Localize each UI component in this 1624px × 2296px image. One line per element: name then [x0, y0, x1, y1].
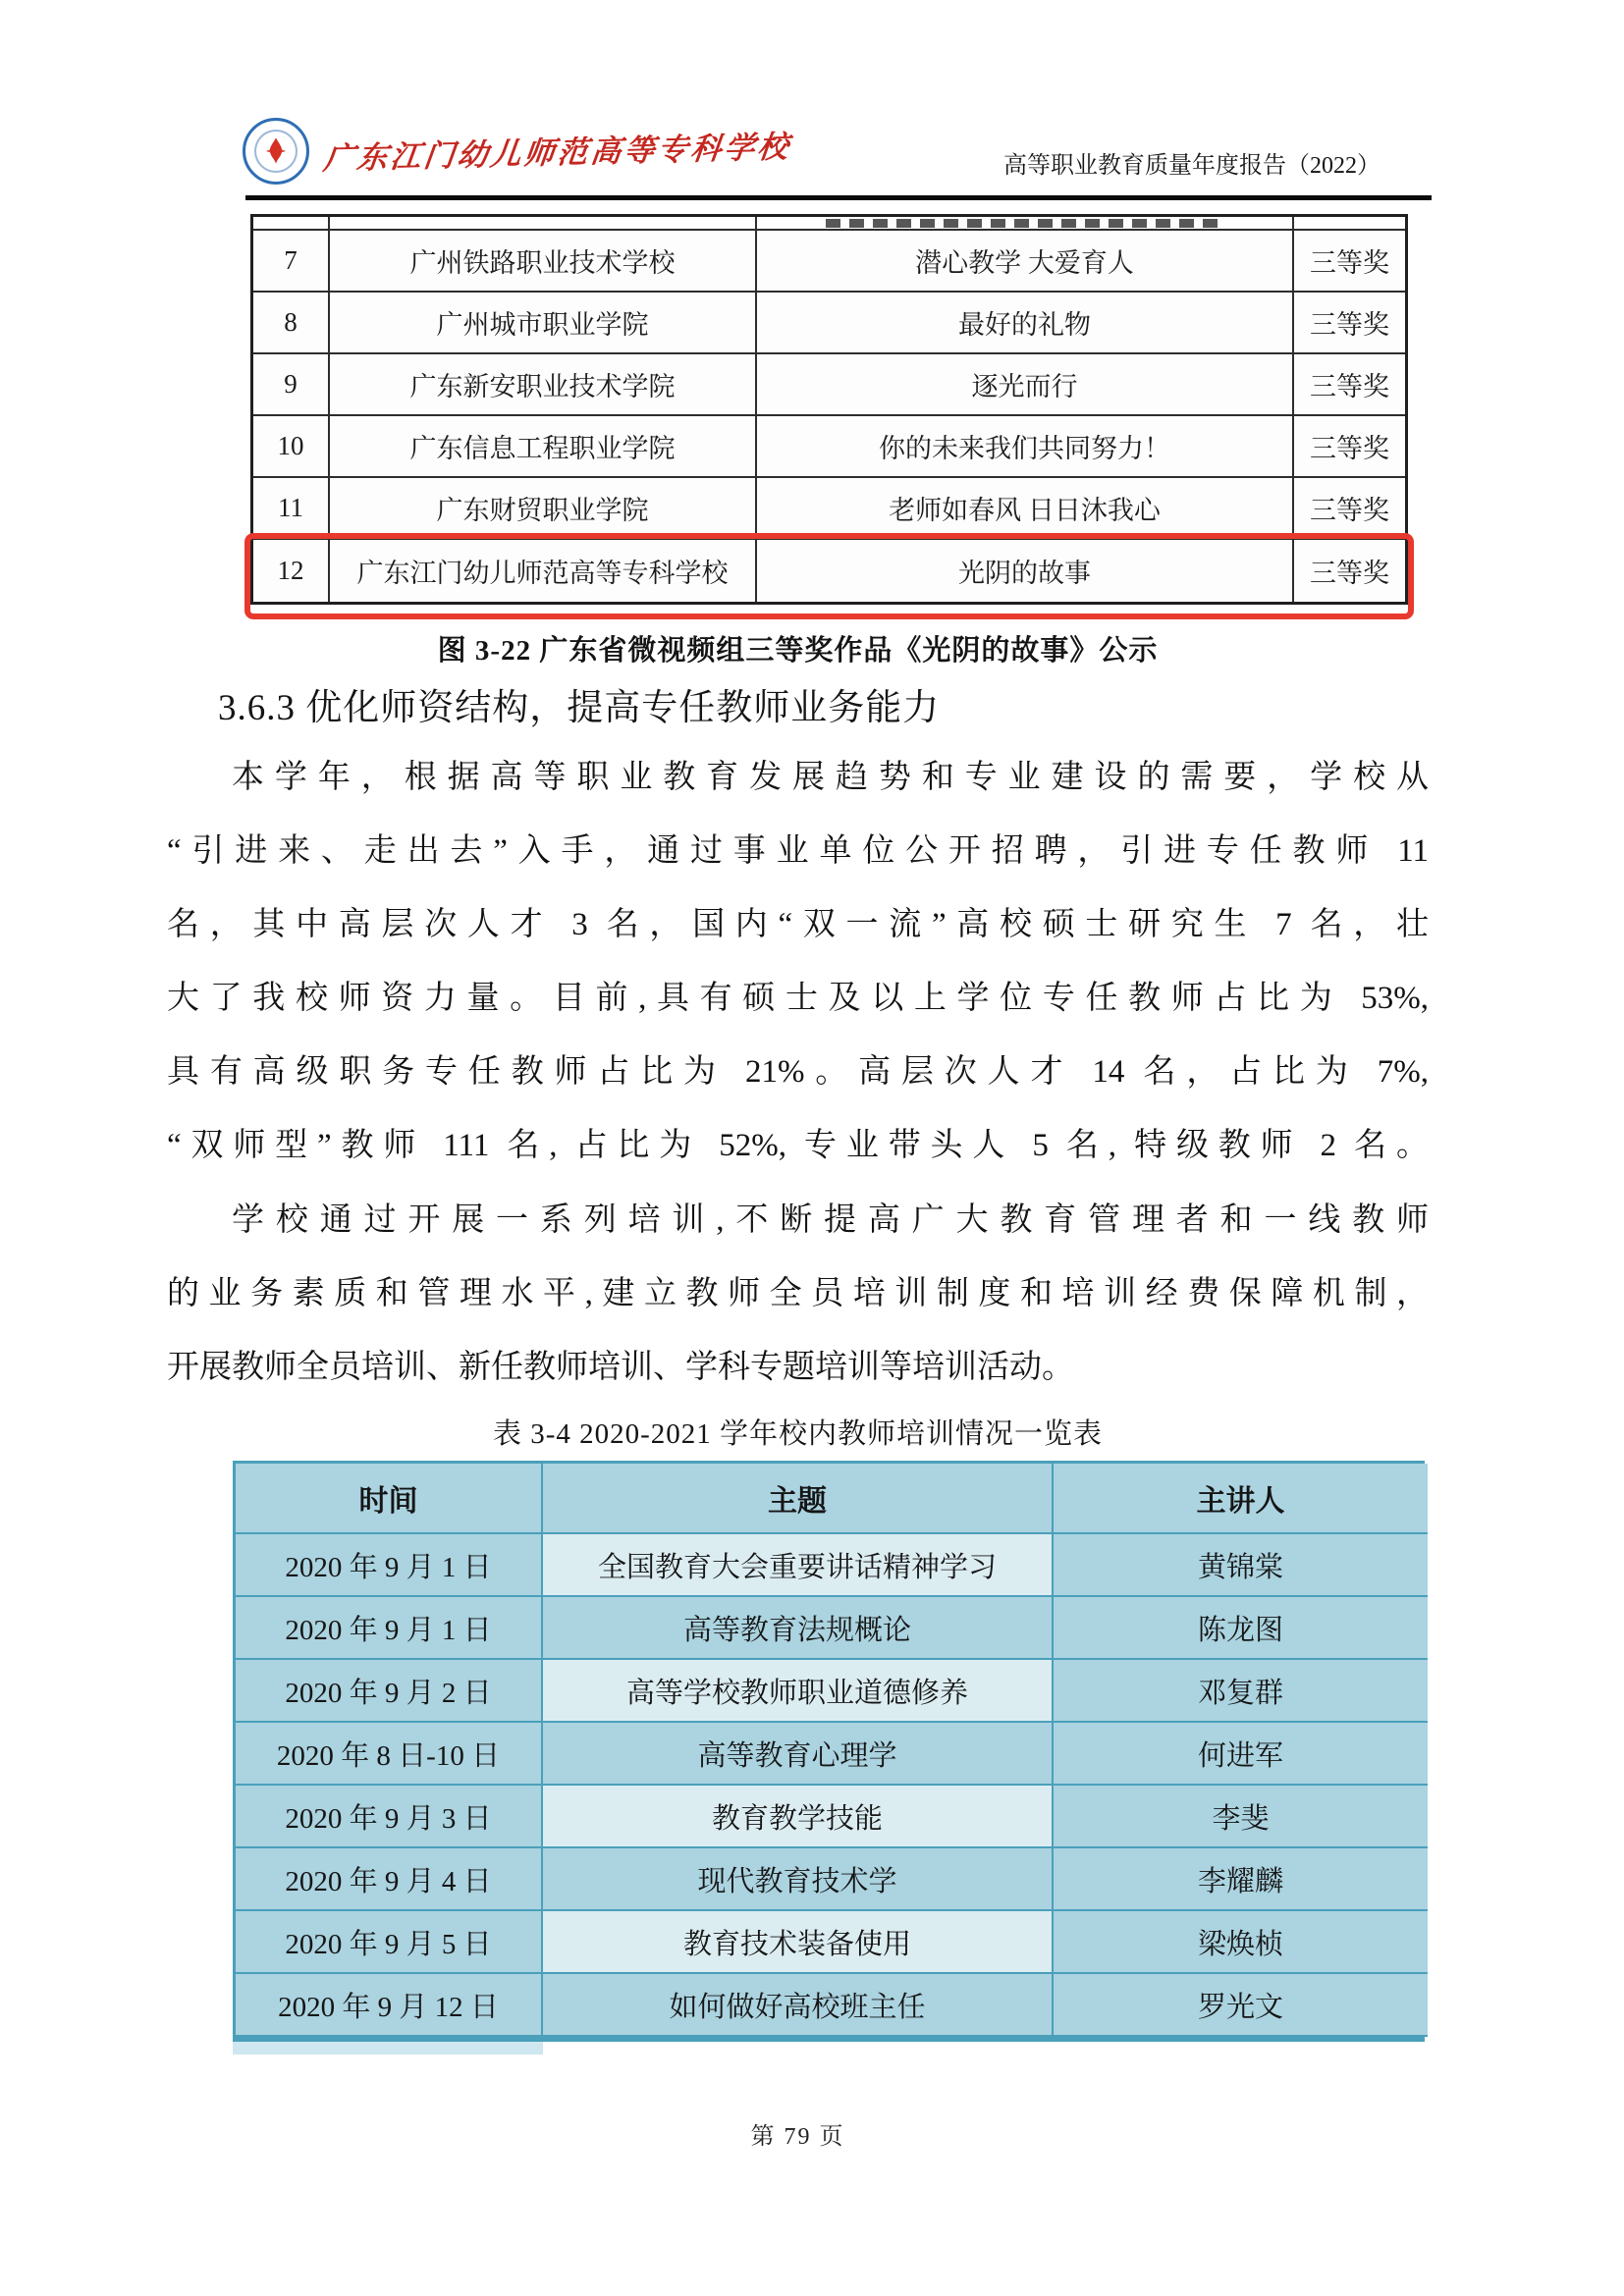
training-topic: 如何做好高校班主任: [543, 1974, 1054, 2037]
row-number: 12: [253, 540, 330, 602]
row-number: 11: [253, 478, 330, 540]
paragraph-line: 开展教师全员培训、新任教师培训、学科专题培训等培训活动。: [167, 1350, 1074, 1385]
award-level: 三等奖: [1294, 416, 1405, 478]
award-level: 三等奖: [1294, 540, 1405, 602]
training-topic: 高等教育法规概论: [543, 1597, 1054, 1660]
school-name: 广东财贸职业学院: [330, 478, 757, 540]
clipped-cell: [757, 217, 1294, 231]
section-heading: 3.6.3 优化师资结构，提高专任教师业务能力: [218, 688, 941, 728]
award-level: 三等奖: [1294, 354, 1405, 416]
school-logo-icon: [243, 118, 309, 185]
school-name-calligraphy: 广东江门幼儿师范高等专科学校: [321, 129, 793, 177]
training-speaker: 李耀麟: [1054, 1848, 1428, 1911]
training-topic: 现代教育技术学: [543, 1848, 1054, 1911]
paragraph-line: 学校通过开展一系列培训,不断提高广大教育管理者和一线教师: [232, 1202, 1429, 1238]
paragraph-line: 的业务素质和管理水平,建立教师全员培训制度和培训经费保障机制，: [167, 1276, 1429, 1311]
column-header-speaker: 主讲人: [1054, 1464, 1428, 1534]
clipped-cell: [253, 217, 330, 231]
work-title: 老师如春风 日日沐我心: [757, 478, 1294, 540]
work-title: 你的未来我们共同努力！: [757, 416, 1294, 478]
paragraph: [167, 1184, 1429, 1405]
paragraph-line: 具有高级职务专任教师占比为 21%。高层次人才 14 名，占比为 7%,: [167, 1054, 1429, 1090]
training-date: 2020 年 9 月 1 日: [236, 1534, 543, 1597]
school-name: 广东信息工程职业学院: [330, 416, 757, 478]
column-header-time: 时间: [236, 1464, 543, 1534]
page-number: 第 79 页: [750, 2124, 845, 2150]
training-speaker: 李斐: [1054, 1786, 1428, 1848]
work-title: 最好的礼物: [757, 293, 1294, 354]
school-name: 广州铁路职业技术学校: [330, 231, 757, 293]
clipped-cell: [1294, 217, 1405, 231]
training-date: 2020 年 9 月 2 日: [236, 1660, 543, 1723]
training-date: 2020 年 9 月 1 日: [236, 1597, 543, 1660]
row-number: 7: [253, 231, 330, 293]
training-date: 2020 年 9 月 5 日: [236, 1911, 543, 1974]
training-speaker: 黄锦棠: [1054, 1534, 1428, 1597]
training-speaker: 梁焕桢: [1054, 1911, 1428, 1974]
training-topic: 全国教育大会重要讲话精神学习: [543, 1534, 1054, 1597]
award-level: 三等奖: [1294, 478, 1405, 540]
column-header-topic: 主题: [543, 1464, 1054, 1534]
award-table: [250, 214, 1408, 605]
clipped-cell: [330, 217, 757, 231]
paragraph-line: 大了我校师资力量。目前,具有硕士及以上学位专任教师占比为 53%,: [167, 981, 1429, 1016]
training-topic: 高等学校教师职业道德修养: [543, 1660, 1054, 1723]
training-date: 2020 年 9 月 3 日: [236, 1786, 543, 1848]
paragraph-line: 本学年，根据高等职业教育发展趋势和专业建设的需要，学校从: [232, 760, 1429, 795]
table-edge-artifact: [233, 2042, 543, 2055]
clipped-text-fragment: [826, 219, 1218, 228]
work-title: 潜心教学 大爱育人: [757, 231, 1294, 293]
training-table-wrapper: [233, 1461, 1425, 2042]
paragraph-line: “引进来、走出去”入手，通过事业单位公开招聘，引进专任教师 11: [167, 833, 1429, 869]
work-title: 光阴的故事: [757, 540, 1294, 602]
training-table: [233, 1461, 1425, 2042]
table-caption: 表 3-4 2020-2021 学年校内教师培训情况一览表: [492, 1418, 1104, 1450]
award-level: 三等奖: [1294, 293, 1405, 354]
paragraph-line: “双师型”教师 111 名, 占比为 52%, 专业带头人 5 名, 特级教师 2 名。: [167, 1128, 1429, 1163]
training-speaker: 罗光文: [1054, 1974, 1428, 2037]
row-number: 8: [253, 293, 330, 354]
training-topic: 教育教学技能: [543, 1786, 1054, 1848]
training-date: 2020 年 9 月 4 日: [236, 1848, 543, 1911]
figure-caption: 图 3-22 广东省微视频组三等奖作品《光阴的故事》公示: [437, 635, 1159, 667]
paragraph: [167, 741, 1429, 1183]
training-topic: 高等教育心理学: [543, 1723, 1054, 1786]
row-number: 10: [253, 416, 330, 478]
training-speaker: 邓复群: [1054, 1660, 1428, 1723]
award-level: 三等奖: [1294, 231, 1405, 293]
work-title: 逐光而行: [757, 354, 1294, 416]
training-topic: 教育技术装备使用: [543, 1911, 1054, 1974]
training-speaker: 陈龙图: [1054, 1597, 1428, 1660]
header-rule: [245, 195, 1432, 200]
report-title: 高等职业教育质量年度报告（2022）: [1003, 153, 1380, 179]
row-number: 9: [253, 354, 330, 416]
school-name: 广州城市职业学院: [330, 293, 757, 354]
school-name: 广东新安职业技术学院: [330, 354, 757, 416]
training-date: 2020 年 8 日-10 日: [236, 1723, 543, 1786]
training-date: 2020 年 9 月 12 日: [236, 1974, 543, 2037]
school-name: 广东江门幼儿师范高等专科学校: [330, 540, 757, 602]
paragraph-line: 名，其中高层次人才 3 名，国内“双一流”高校硕士研究生 7 名，壮: [167, 907, 1429, 942]
training-speaker: 何进军: [1054, 1723, 1428, 1786]
